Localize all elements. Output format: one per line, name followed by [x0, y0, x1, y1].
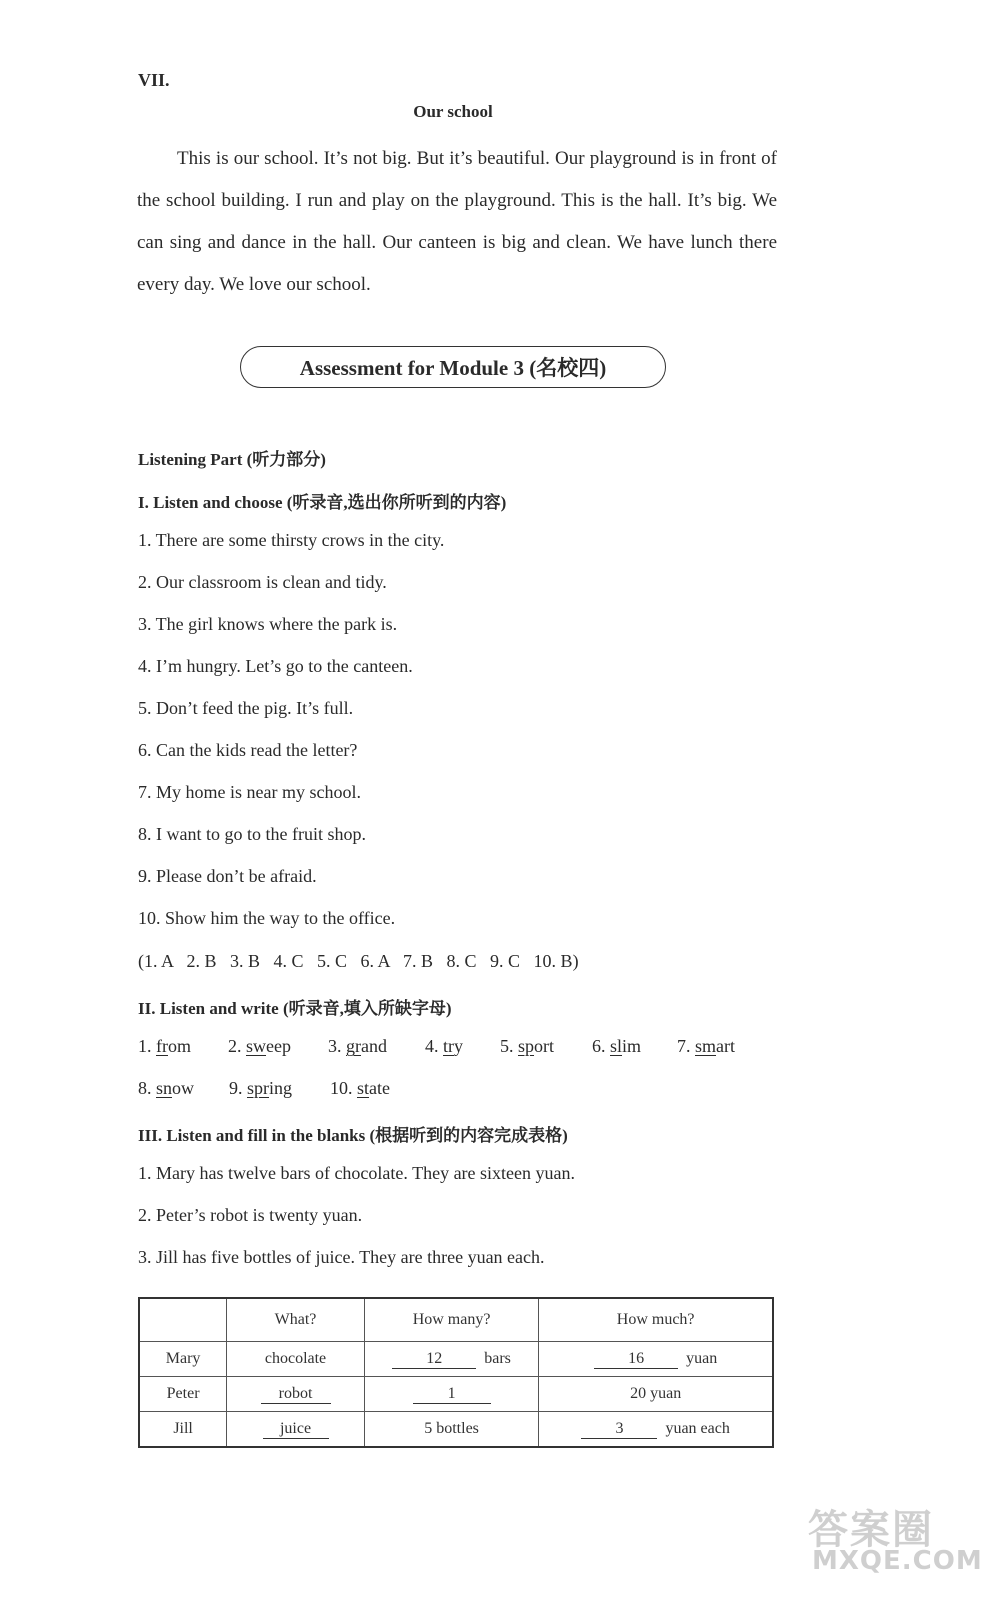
part1-item: 3. The girl knows where the park is. [138, 614, 398, 634]
part1-item: 7. My home is near my school. [138, 782, 361, 802]
assessment-title: Assessment for Module 3 (名校四) [299, 356, 607, 380]
part1-item: 5. Don’t feed the pig. It’s full. [138, 698, 354, 718]
part2-heading: II. Listen and write (听录音,填入所缺字母) [138, 999, 452, 1018]
table-cell-what [227, 1412, 365, 1448]
table-cell-many: 5 bottles [364, 1412, 538, 1448]
watermark-bottom: MXQE.COM [812, 1546, 983, 1576]
filled-blank: juice [263, 1420, 329, 1439]
table-cell-much: 20 yuan [539, 1377, 773, 1412]
assessment-title-banner [240, 346, 666, 388]
table-cell-what [227, 1377, 365, 1412]
part3-item: 3. Jill has five bottles of juice. They are three yuan each. [138, 1247, 545, 1267]
table-cell-what: chocolate [227, 1342, 365, 1377]
filled-blank: 1 [413, 1385, 491, 1404]
table-row [139, 1412, 773, 1448]
listening-heading: Listening Part (听力部分) [138, 450, 326, 469]
part1-item: 6. Can the kids read the letter? [138, 740, 358, 760]
spelling-word: 3. grand [328, 1036, 387, 1056]
part1-item: 4. I’m hungry. Let’s go to the canteen. [138, 656, 413, 676]
table-cell-many [364, 1377, 538, 1412]
part3-heading: III. Listen and fill in the blanks (根据听到的内容完成表格) [138, 1126, 568, 1145]
table-row [139, 1342, 773, 1377]
table-cell-much: 16 yuan [539, 1342, 773, 1377]
passage-text: This is our school. It’s not big. But it’s beautiful. Our playground is in front of the school building. I run and play on the playground. This is the hall. It’s big. We can sing and dance in the hall. Our canteen is big and clean. We have lunch there every day. We love our school. [137, 148, 777, 295]
part1-item: 2. Our classroom is clean and tidy. [138, 572, 387, 592]
part1-answers: (1. A 2. B 3. B 4. C 5. C 6. A 7. B 8. C 9. C 10. B) [138, 951, 579, 971]
table-header: How many? [364, 1298, 538, 1342]
table-header: What? [227, 1298, 365, 1342]
table-header [139, 1298, 227, 1342]
filled-blank: 12 [392, 1350, 476, 1369]
section-numeral: VII. [138, 70, 170, 90]
part1-item: 10. Show him the way to the office. [138, 908, 396, 928]
table-header: How much? [539, 1298, 773, 1342]
watermark-top: 答案圈 [808, 1507, 934, 1553]
table-cell-name: Peter [139, 1377, 227, 1412]
passage-title: Our school [413, 102, 493, 121]
spelling-word: 5. sport [500, 1036, 555, 1056]
part1-item: 8. I want to go to the fruit shop. [138, 824, 366, 844]
spelling-word: 8. snow [138, 1078, 195, 1098]
filled-blank: 16 [594, 1350, 678, 1369]
filled-blank: robot [261, 1385, 331, 1404]
part1-item: 1. There are some thirsty crows in the city. [138, 530, 445, 550]
table-cell-name: Mary [139, 1342, 227, 1377]
spelling-word: 6. slim [592, 1036, 642, 1056]
filled-blank: 3 [581, 1420, 657, 1439]
part1-heading: I. Listen and choose (听录音,选出你所听到的内容) [138, 493, 507, 512]
table-cell-name: Jill [139, 1412, 227, 1448]
part3-item: 1. Mary has twelve bars of chocolate. They are sixteen yuan. [138, 1163, 576, 1183]
answer-table [138, 1297, 774, 1448]
part3-item: 2. Peter’s robot is twenty yuan. [138, 1205, 363, 1225]
spelling-word: 9. spring [229, 1078, 293, 1098]
part1-item: 9. Please don’t be afraid. [138, 866, 317, 886]
table-cell-many: 12 bars [364, 1342, 538, 1377]
spelling-word: 2. sweep [228, 1036, 291, 1056]
spelling-word: 7. smart [677, 1036, 735, 1056]
table-row [139, 1377, 773, 1412]
spelling-word: 10. state [330, 1078, 390, 1098]
table-cell-much: 3 yuan each [539, 1412, 773, 1448]
spelling-word: 1. from [138, 1036, 192, 1056]
spelling-word: 4. try [425, 1036, 463, 1056]
table-header-row [139, 1298, 773, 1342]
watermark-logo [808, 1498, 983, 1576]
